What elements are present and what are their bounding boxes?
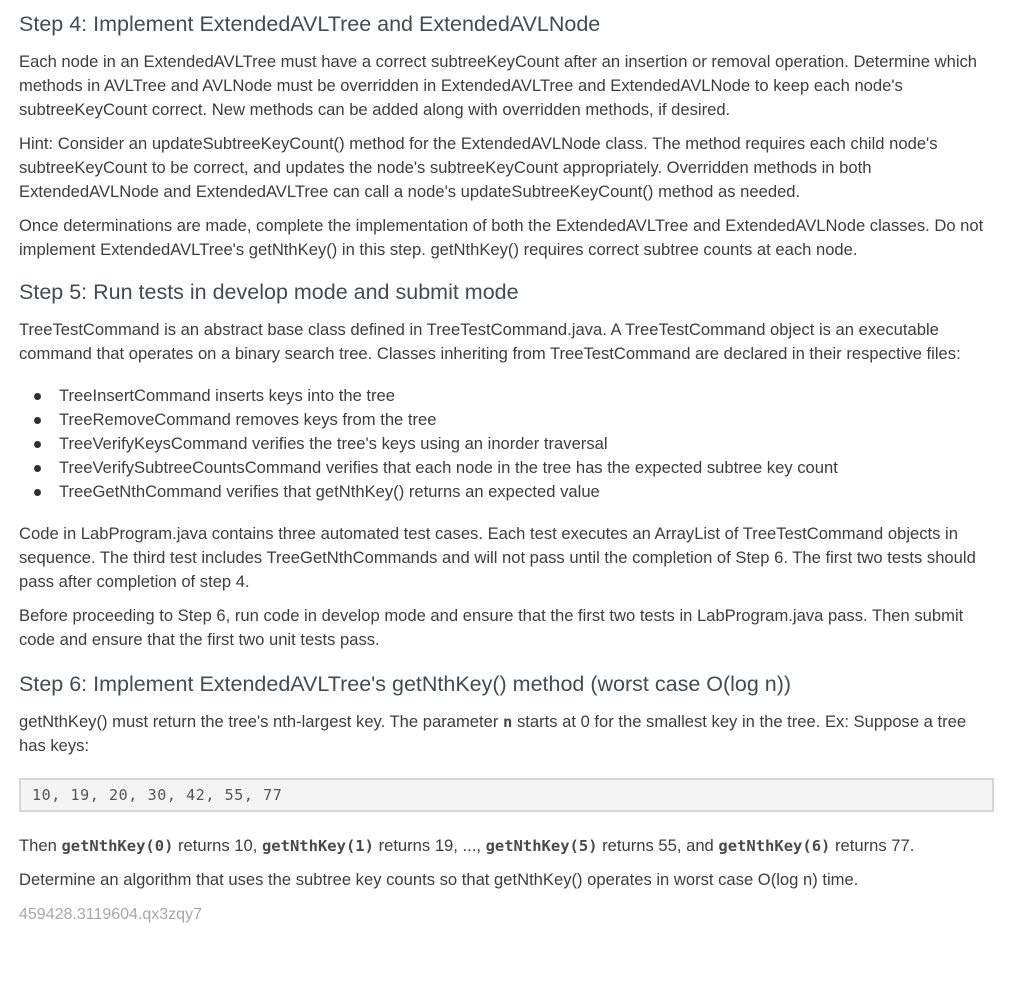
param-n-code: n <box>502 713 513 731</box>
instructions-content <box>19 10 994 926</box>
step6-p2-text-2: returns 10, <box>173 836 262 855</box>
step5-paragraph-1: TreeTestCommand is an abstract base class defined in TreeTestCommand.java. A TreeTestCommand object is an executable command that operates on a binary search tree. Classes inheriting from TreeTestCommand are declared in their respective files: <box>19 320 961 363</box>
step5-heading: Step 5: Run tests in develop mode and submit mode <box>19 280 519 304</box>
inline-code: getNthKey(5) <box>485 837 598 855</box>
list-item-text: TreeVerifySubtreeCountsCommand verifies that each node in the tree has the expected subtree key count <box>59 458 838 477</box>
list-item <box>34 456 994 480</box>
bullet-icon <box>34 465 41 472</box>
inline-code: getNthKey(1) <box>261 837 374 855</box>
list-item <box>34 384 994 408</box>
list-item <box>34 432 994 456</box>
list-item-text: TreeInsertCommand inserts keys into the tree <box>59 386 396 405</box>
inline-code: getNthKey(6) <box>718 837 831 855</box>
list-item-text: TreeVerifyKeysCommand verifies the tree's keys using an inorder traversal <box>59 434 608 453</box>
list-item <box>34 408 994 432</box>
bullet-icon <box>34 441 41 448</box>
step5-paragraph-3: Before proceeding to Step 6, run code in develop mode and ensure that the first two tests in LabProgram.java pass. Then submit code and ensure that the first two unit tests pass. <box>19 606 964 649</box>
inline-code: getNthKey(0) <box>61 837 174 855</box>
step6-p2-text-5: returns 77. <box>830 836 915 855</box>
step6-paragraph-2 <box>19 834 994 858</box>
problem-id: 459428.3119604.qx3zqy7 <box>19 906 202 923</box>
bullet-icon <box>34 489 41 496</box>
step6-paragraph-1 <box>19 710 994 758</box>
step6-p2-text-4: returns 55, and <box>597 836 719 855</box>
list-item-text: TreeGetNthCommand verifies that getNthKey() returns an expected value <box>59 482 600 501</box>
step6-p1-text-b: starts at 0 for the smallest key in the tree. Ex: Suppose a tree has keys: <box>19 712 967 755</box>
step4-paragraph-1: Each node in an ExtendedAVLTree must have a correct subtreeKeyCount after an insertion or removal operation. Determine which methods in AVLTree and AVLNode must be overridden in ExtendedAVLTree and ExtendedAVLNode to keep each node's subtreeKeyCount correct. New methods can be added along with overridden methods, if desired. <box>19 52 978 119</box>
step5-paragraph-2: Code in LabProgram.java contains three automated test cases. Each test executes an ArrayList of TreeTestCommand objects in sequence. The third test includes TreeGetNthCommands and will not pass until the completion of Step 6. The first two tests should pass after completion of step 4. <box>19 524 976 591</box>
test-command-list <box>19 384 994 504</box>
list-item <box>34 480 994 504</box>
step4-paragraph-3: Once determinations are made, complete the implementation of both the ExtendedAVLTree and ExtendedAVLNode classes. Do not implement ExtendedAVLTree's getNthKey() in this step. getNthKey() requires correct subtree counts at each node. <box>19 216 984 259</box>
step6-p2-text-1: Then <box>19 836 62 855</box>
step6-p2-text-3: returns 19, ..., <box>373 836 486 855</box>
step6-heading: Step 6: Implement ExtendedAVLTree's getNthKey() method (worst case O(log n)) <box>19 672 792 696</box>
step6-p1-text-a: getNthKey() must return the tree's nth-largest key. The parameter <box>19 712 503 731</box>
step6-paragraph-3: Determine an algorithm that uses the subtree key counts so that getNthKey() operates in worst case O(log n) time. <box>19 870 859 889</box>
list-item-text: TreeRemoveCommand removes keys from the tree <box>59 410 437 429</box>
bullet-icon <box>34 393 41 400</box>
keys-code-block: 10, 19, 20, 30, 42, 55, 77 <box>19 778 994 812</box>
bullet-icon <box>34 417 41 424</box>
step4-heading: Step 4: Implement ExtendedAVLTree and ExtendedAVLNode <box>19 12 601 36</box>
step4-hint-paragraph: Hint: Consider an updateSubtreeKeyCount() method for the ExtendedAVLNode class. The method requires each child node's subtreeKeyCount to be correct, and updates the node's subtreeKeyCount appropriately. Overridden methods in both ExtendedAVLNode and ExtendedAVLTree can call a node's updateSubtreeKeyCount() method as needed. <box>19 134 938 201</box>
